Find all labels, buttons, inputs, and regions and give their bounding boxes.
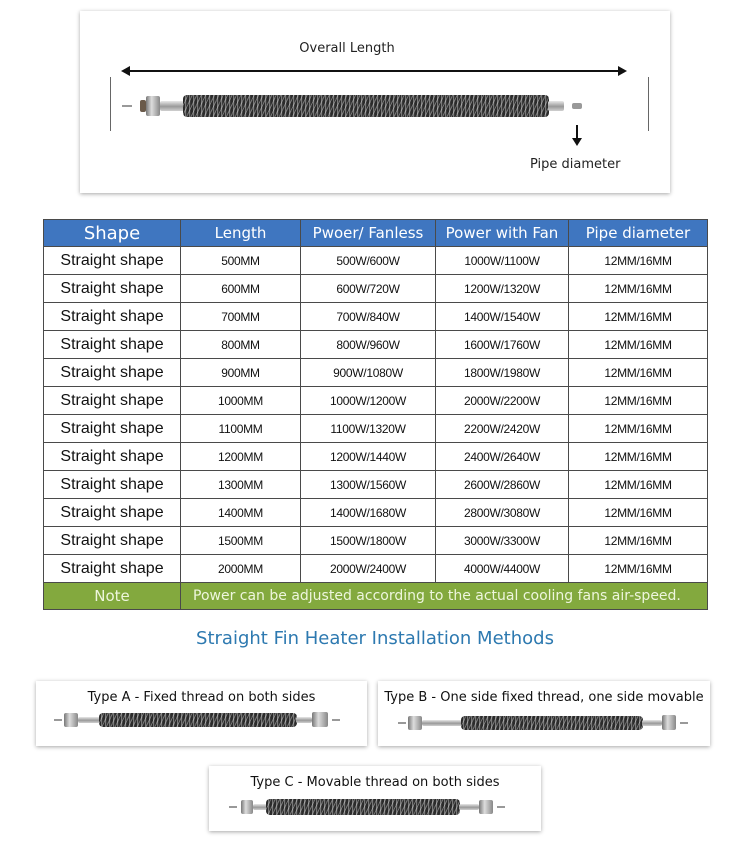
dimension-tick-left bbox=[110, 77, 111, 131]
cell-power-fanless: 700W/840W bbox=[301, 303, 436, 331]
cell-shape: Straight shape bbox=[44, 499, 181, 527]
cell-power-with-fan: 2400W/2640W bbox=[436, 443, 569, 471]
cell-power-fanless: 2000W/2400W bbox=[301, 555, 436, 583]
table-row bbox=[44, 359, 708, 387]
cell-power-with-fan: 1800W/1980W bbox=[436, 359, 569, 387]
cell-length: 500MM bbox=[181, 247, 301, 275]
cell-power-fanless: 1400W/1680W bbox=[301, 499, 436, 527]
header-shape: Shape bbox=[44, 220, 181, 247]
arrow-down-icon bbox=[572, 138, 582, 146]
cell-pipe-diameter: 12MM/16MM bbox=[569, 303, 708, 331]
dimension-line bbox=[126, 70, 622, 72]
cell-power-with-fan: 1600W/1760W bbox=[436, 331, 569, 359]
spec-table bbox=[43, 219, 708, 610]
cell-power-fanless: 1000W/1200W bbox=[301, 387, 436, 415]
pipe-diameter-arrow bbox=[576, 125, 578, 139]
note-label: Note bbox=[44, 583, 181, 610]
cell-pipe-diameter: 12MM/16MM bbox=[569, 415, 708, 443]
cell-shape: Straight shape bbox=[44, 247, 181, 275]
cell-shape: Straight shape bbox=[44, 387, 181, 415]
table-row bbox=[44, 499, 708, 527]
fin-heater-image bbox=[122, 93, 632, 119]
cell-length: 800MM bbox=[181, 331, 301, 359]
cell-length: 2000MM bbox=[181, 555, 301, 583]
cell-shape: Straight shape bbox=[44, 443, 181, 471]
note-row bbox=[44, 583, 708, 610]
cell-shape: Straight shape bbox=[44, 555, 181, 583]
cell-power-with-fan: 4000W/4400W bbox=[436, 555, 569, 583]
cell-power-with-fan: 2200W/2420W bbox=[436, 415, 569, 443]
cell-shape: Straight shape bbox=[44, 275, 181, 303]
type-b-card bbox=[378, 681, 710, 746]
cell-power-with-fan: 1200W/1320W bbox=[436, 275, 569, 303]
table-row bbox=[44, 555, 708, 583]
cell-length: 1300MM bbox=[181, 471, 301, 499]
cell-shape: Straight shape bbox=[44, 303, 181, 331]
header-length: Length bbox=[181, 220, 301, 247]
table-row bbox=[44, 303, 708, 331]
cell-length: 600MM bbox=[181, 275, 301, 303]
cell-power-with-fan: 3000W/3300W bbox=[436, 527, 569, 555]
cell-pipe-diameter: 12MM/16MM bbox=[569, 527, 708, 555]
overall-length-label: Overall Length bbox=[299, 41, 395, 56]
table-row bbox=[44, 443, 708, 471]
cell-pipe-diameter: 12MM/16MM bbox=[569, 387, 708, 415]
cell-power-fanless: 800W/960W bbox=[301, 331, 436, 359]
type-b-heater-image bbox=[398, 714, 698, 732]
cell-power-fanless: 1100W/1320W bbox=[301, 415, 436, 443]
cell-pipe-diameter: 12MM/16MM bbox=[569, 443, 708, 471]
cell-power-fanless: 900W/1080W bbox=[301, 359, 436, 387]
cell-shape: Straight shape bbox=[44, 471, 181, 499]
type-a-card bbox=[36, 681, 367, 746]
cell-power-fanless: 1200W/1440W bbox=[301, 443, 436, 471]
dimension-tick-right bbox=[648, 77, 649, 131]
table-row bbox=[44, 527, 708, 555]
table-row bbox=[44, 247, 708, 275]
cell-power-with-fan: 2000W/2200W bbox=[436, 387, 569, 415]
table-row bbox=[44, 471, 708, 499]
cell-length: 700MM bbox=[181, 303, 301, 331]
type-c-card bbox=[209, 766, 541, 831]
cell-power-with-fan: 1000W/1100W bbox=[436, 247, 569, 275]
header-power-fanless: Pwoer/ Fanless bbox=[301, 220, 436, 247]
cell-pipe-diameter: 12MM/16MM bbox=[569, 499, 708, 527]
cell-length: 1000MM bbox=[181, 387, 301, 415]
heater-dimension-diagram bbox=[80, 11, 670, 193]
cell-power-fanless: 1500W/1800W bbox=[301, 527, 436, 555]
cell-shape: Straight shape bbox=[44, 527, 181, 555]
cell-length: 1400MM bbox=[181, 499, 301, 527]
cell-power-fanless: 600W/720W bbox=[301, 275, 436, 303]
cell-shape: Straight shape bbox=[44, 331, 181, 359]
table-row bbox=[44, 331, 708, 359]
table-row bbox=[44, 415, 708, 443]
type-c-label: Type C - Movable thread on both sides bbox=[250, 775, 500, 790]
note-text: Power can be adjusted according to the actual cooling fans air-speed. bbox=[181, 583, 708, 610]
arrow-right-icon bbox=[618, 66, 627, 76]
cell-shape: Straight shape bbox=[44, 359, 181, 387]
table-row bbox=[44, 387, 708, 415]
cell-length: 900MM bbox=[181, 359, 301, 387]
cell-length: 1200MM bbox=[181, 443, 301, 471]
type-b-label: Type B - One side fixed thread, one side movable bbox=[384, 690, 704, 705]
type-a-heater-image bbox=[54, 711, 349, 729]
table-row bbox=[44, 275, 708, 303]
cell-power-fanless: 500W/600W bbox=[301, 247, 436, 275]
cell-length: 1500MM bbox=[181, 527, 301, 555]
cell-power-with-fan: 1400W/1540W bbox=[436, 303, 569, 331]
header-pipe-diameter: Pipe diameter bbox=[569, 220, 708, 247]
cell-pipe-diameter: 12MM/16MM bbox=[569, 359, 708, 387]
table-header-row bbox=[44, 220, 708, 247]
cell-pipe-diameter: 12MM/16MM bbox=[569, 555, 708, 583]
cell-pipe-diameter: 12MM/16MM bbox=[569, 471, 708, 499]
cell-power-with-fan: 2600W/2860W bbox=[436, 471, 569, 499]
type-c-heater-image bbox=[229, 798, 529, 816]
cell-pipe-diameter: 12MM/16MM bbox=[569, 275, 708, 303]
type-a-label: Type A - Fixed thread on both sides bbox=[87, 690, 316, 705]
cell-power-with-fan: 2800W/3080W bbox=[436, 499, 569, 527]
header-power-with-fan: Power with Fan bbox=[436, 220, 569, 247]
pipe-diameter-label: Pipe diameter bbox=[530, 157, 621, 172]
cell-length: 1100MM bbox=[181, 415, 301, 443]
cell-pipe-diameter: 12MM/16MM bbox=[569, 247, 708, 275]
installation-methods-title: Straight Fin Heater Installation Methods bbox=[196, 628, 554, 649]
cell-pipe-diameter: 12MM/16MM bbox=[569, 331, 708, 359]
cell-power-fanless: 1300W/1560W bbox=[301, 471, 436, 499]
cell-shape: Straight shape bbox=[44, 415, 181, 443]
